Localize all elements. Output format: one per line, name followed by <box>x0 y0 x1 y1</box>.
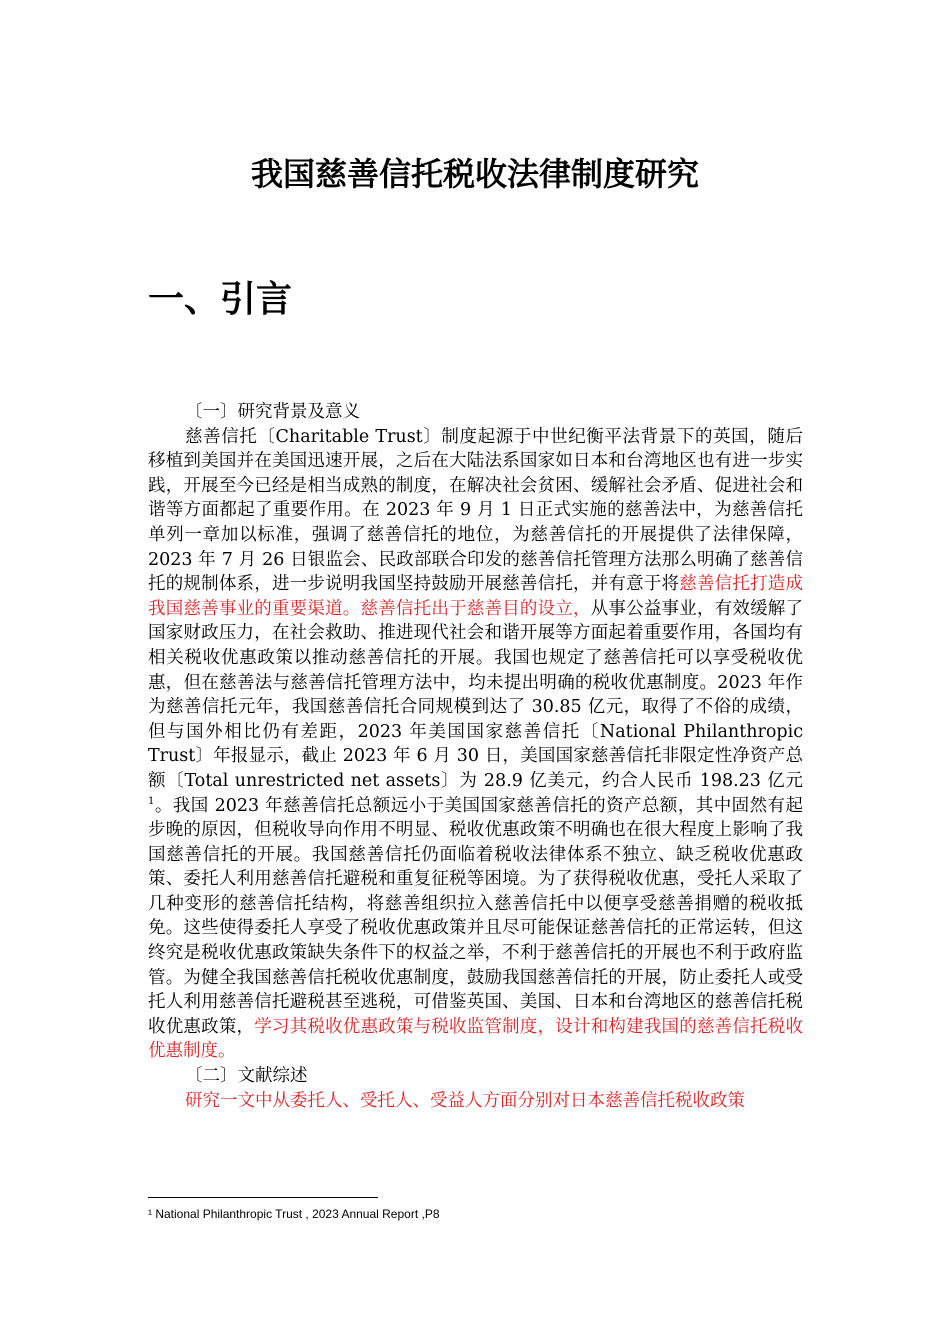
highlighted-text: 学习其税收优惠政策与税收监管制度，设计和构建我国的慈善信托税收优惠制度。 <box>148 1016 803 1062</box>
highlighted-text: 慈善信托打造成我国慈善事业的重要渠道。慈善信托出于慈善目的设立， <box>148 574 803 619</box>
footnote-divider <box>148 1197 378 1198</box>
paragraph-text: 慈善信托〔Charitable Trust〕制度起源于中世纪衡平法背景下的英国，随后移植到美国并在美国迅速开展，之后在大陆法系国家如日本和台湾地区也有进一步实践，开展至今已经是相当成熟的制度，在解决社会贫困、缓解社会矛盾、促进社会和谐等方面都起了重要作用。在 2023 年 9 月 1 日正式实施的慈善法中，为慈善信托单列一章加以标准，强调了慈善信托的地位，为慈善信托的开展提供了法律保障，2023 年 7 月 26 日银监会、民政部联合印发的慈善信托管理方法那么明确了慈善信托的规制体系，进一步说明我国坚持鼓励开展慈善信托，并有意于将 <box>148 426 803 595</box>
body-paragraph <box>148 425 803 1064</box>
paragraph-text: 从事公益事业，有效缓解了国家财政压力，在社会救助、推进现代社会和谐开展等方面起着重要作用，各国均有相关税收优惠政策以推动慈善信托的开展。我国也规定了慈善信托可以享受税收优惠，但在慈善法与慈善信托管理方法中，均未提出明确的税收优惠制度。2023 年作为慈善信托元年，我国慈善信托合同规模到达了 30.85 亿元，取得了不俗的成绩，但与国外相比仍有差距，2023 年美国国家慈善信托〔National Philanthropic Trust〕年报显示，截止 2023 年 6 月 30 日，美国国家慈善信托非限定性净资产总额〔Total unrestricted net assets〕为 28.9 亿美元，约合人民币 198.23 亿元 <box>148 598 804 791</box>
subsection-heading: 〔二〕文献综述 <box>185 1066 308 1087</box>
section-heading: 一、引言 <box>148 279 293 320</box>
highlighted-paragraph: 研究一文中从委托人、受托人、受益人方面分别对日本慈善信托税收政策 <box>185 1090 745 1111</box>
footnote-reference[interactable]: 1 <box>148 795 155 807</box>
document-title: 我国慈善信托税收法律制度研究 <box>250 155 699 193</box>
paragraph-text: 。我国 2023 年慈善信托总额远小于美国国家慈善信托的资产总额，其中固然有起步晚的原因，但税收导向作用不明显、税收优惠政策不明确也在很大程度上影响了我国慈善信托的开展。我国慈善信托仍面临着税收法律体系不独立、缺乏税收优惠政策、委托人利用慈善信托避税和重复征税等困境。为了获得税收优惠，受托人采取了几种变形的慈善信托结构，将慈善组织拉入慈善信托中以便享受慈善捐赠的税收抵免。这些使得委托人享受了税收优惠政策并且尽可能保证慈善信托的正常运转，但这终究是税收优惠政策缺失条件下的权益之举，不利于慈善信托的开展也不利于政府监管。为健全我国慈善信托税收优惠制度，鼓励我国慈善信托的开展，防止委托人或受托人利用慈善信托避税甚至逃税，可借鉴英国、美国、日本和台湾地区的慈善信托税收优惠政策， <box>148 795 803 1037</box>
subsection-heading: 〔一〕研究背景及意义 <box>185 402 360 422</box>
document-body <box>148 400 803 1113</box>
footnote-text: ¹ National Philanthropic Trust , 2023 Annual Report ,P8 <box>148 1207 440 1221</box>
